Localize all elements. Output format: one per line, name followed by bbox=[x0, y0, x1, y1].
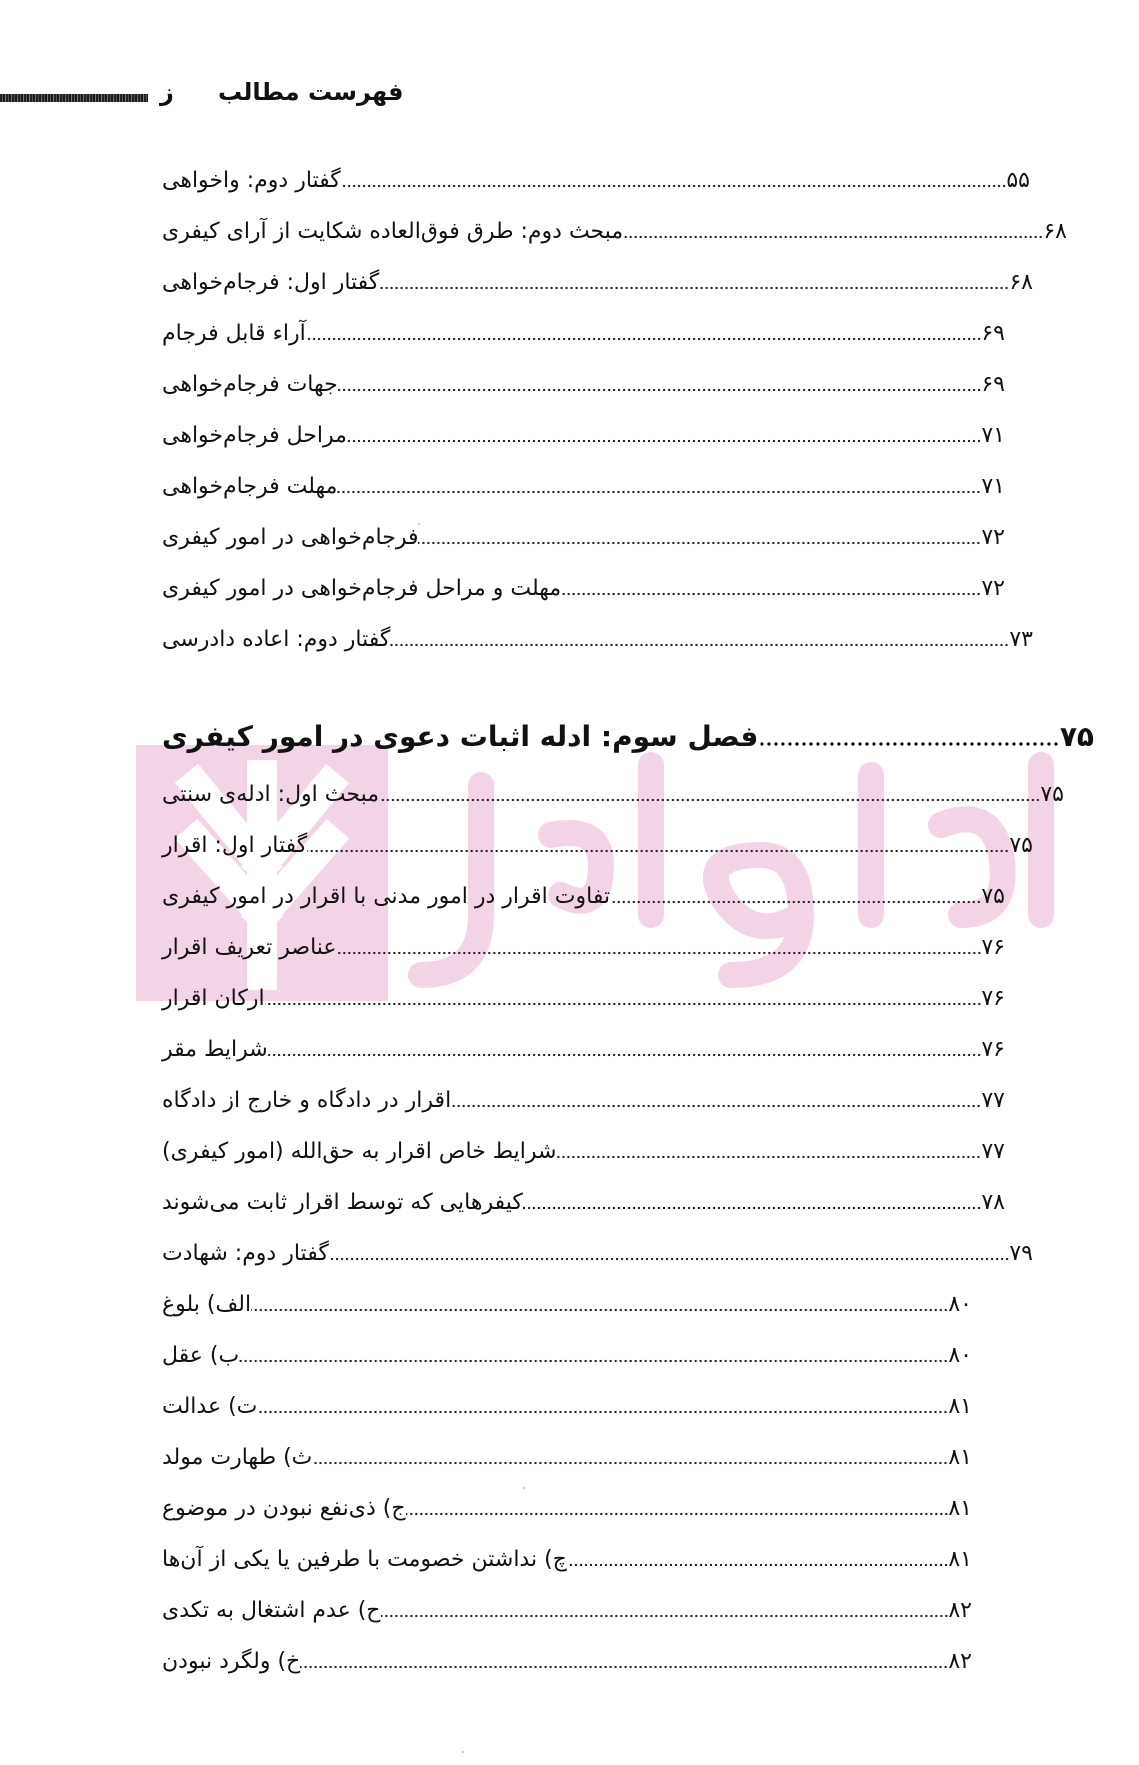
toc-entry-title: ث) طهارت مولد bbox=[162, 1445, 313, 1470]
header-page-letter: ز bbox=[160, 78, 174, 106]
scan-speck bbox=[523, 1487, 525, 1489]
toc-entry-page: ۷۱ bbox=[981, 423, 1005, 448]
dot-leader bbox=[251, 1307, 948, 1313]
dot-leader bbox=[406, 1511, 949, 1517]
toc-entry-title: گفتار دوم: واخواهی bbox=[162, 168, 341, 193]
toc-entry-title: تفاوت اقرار در امور مدنی با اقرار در امور کیفری bbox=[162, 884, 611, 909]
toc-entry-title: مبحث دوم: طرق فوق‌العاده شکایت از آرای کیفری bbox=[162, 219, 624, 244]
dot-leader bbox=[610, 899, 981, 905]
toc-entry-title: خ) ولگرد نبودن bbox=[162, 1649, 301, 1674]
toc-entry-title: ت) عدالت bbox=[162, 1394, 258, 1419]
dot-leader bbox=[758, 741, 1059, 747]
toc-entry-title: آراء قابل فرجام bbox=[162, 321, 306, 346]
toc-entry-title: مبحث اول: ادله‌ی سنتی bbox=[162, 782, 380, 807]
toc-entry[interactable] bbox=[160, 827, 1037, 861]
toc-entry[interactable] bbox=[160, 621, 1037, 655]
toc-entry-page: ۸۰ bbox=[948, 1292, 972, 1317]
toc-entry[interactable] bbox=[160, 162, 1034, 196]
toc-entry-title: جهات فرجام‌خواهی bbox=[162, 372, 338, 397]
toc-entry-page: ۶۹ bbox=[981, 321, 1005, 346]
toc-entry-title: اقرار در دادگاه و خارج از دادگاه bbox=[162, 1088, 452, 1113]
toc-entry-page: ۷۲ bbox=[981, 525, 1005, 550]
toc-entry[interactable] bbox=[160, 776, 1068, 810]
toc-entry[interactable] bbox=[160, 213, 1071, 247]
dot-leader bbox=[390, 642, 1009, 648]
toc-entry[interactable] bbox=[160, 519, 1009, 553]
toc-entry[interactable] bbox=[160, 1082, 1009, 1116]
toc-entry-title: شرایط مقر bbox=[162, 1037, 268, 1062]
toc-entry-page: ۷۲ bbox=[981, 576, 1005, 601]
toc-entry-page: ۶۹ bbox=[981, 372, 1005, 397]
dot-leader bbox=[561, 591, 981, 597]
toc-entry-title: ارکان اقرار bbox=[162, 986, 265, 1011]
dot-leader bbox=[379, 285, 1009, 291]
toc-entry[interactable] bbox=[160, 1388, 976, 1422]
dot-leader bbox=[239, 1358, 948, 1364]
toc-entry-title: گفتار اول: فرجام‌خواهی bbox=[162, 270, 380, 295]
toc-entry-page: ۷۵ bbox=[1059, 720, 1094, 753]
dot-leader bbox=[451, 1103, 981, 1109]
dot-leader bbox=[567, 1562, 948, 1568]
dot-leader bbox=[523, 1205, 982, 1211]
toc-entry-title: مراحل فرجام‌خواهی bbox=[162, 423, 347, 448]
toc-entry-page: ۷۵ bbox=[981, 884, 1005, 909]
header-title: فهرست مطالب bbox=[218, 78, 404, 106]
toc-entry-title: مهلت و مراحل فرجام‌خواهی در امور کیفری bbox=[162, 576, 562, 601]
toc-entry-title: ج) ذی‌نفع نبودن در موضوع bbox=[162, 1496, 406, 1521]
dot-leader bbox=[381, 1613, 949, 1619]
toc-entry-title: فصل سوم: ادله اثبات دعوی در امور کیفری bbox=[162, 720, 759, 753]
toc-entry-page: ۷۷ bbox=[981, 1139, 1005, 1164]
toc-entry-page: ۸۲ bbox=[948, 1649, 972, 1674]
toc-entry-title: فرجام‌خواهی در امور کیفری bbox=[162, 525, 419, 550]
toc-entry[interactable] bbox=[160, 1337, 976, 1371]
toc-entry[interactable] bbox=[160, 1133, 1009, 1167]
toc-entry[interactable] bbox=[160, 1184, 1009, 1218]
toc-entry-page: ۷۶ bbox=[981, 986, 1005, 1011]
dot-leader bbox=[556, 1154, 981, 1160]
toc-entry-page: ۸۱ bbox=[948, 1394, 972, 1419]
toc-entry[interactable] bbox=[160, 1439, 976, 1473]
dot-leader bbox=[337, 950, 982, 956]
toc-entry[interactable] bbox=[160, 1286, 976, 1320]
dot-leader bbox=[312, 1460, 948, 1466]
toc-entry-page: ۶۸ bbox=[1043, 219, 1067, 244]
dot-leader bbox=[337, 489, 981, 495]
toc-entry[interactable] bbox=[160, 570, 1009, 604]
toc-entry[interactable] bbox=[160, 1592, 976, 1626]
toc-entry-title: ب) عقل bbox=[162, 1343, 240, 1368]
toc-entry-title: گفتار دوم: اعاده دادرسی bbox=[162, 627, 391, 652]
toc-entry-page: ۷۵ bbox=[1009, 833, 1033, 858]
toc-entry[interactable] bbox=[160, 417, 1009, 451]
scan-speck bbox=[418, 523, 420, 525]
toc-entry-page: ۸۱ bbox=[948, 1445, 972, 1470]
toc-entry-title: کیفرهایی که توسط اقرار ثابت می‌شوند bbox=[162, 1190, 523, 1215]
toc-entry-page: ۵۵ bbox=[1006, 168, 1030, 193]
toc-entry-page: ۷۷ bbox=[981, 1088, 1005, 1113]
toc-entry[interactable] bbox=[160, 1490, 976, 1524]
toc-entry-page: ۷۹ bbox=[1009, 1241, 1033, 1266]
toc-entry-page: ۸۱ bbox=[948, 1547, 972, 1572]
toc-entry[interactable] bbox=[160, 929, 1009, 963]
scan-speck bbox=[462, 1751, 464, 1753]
dot-leader bbox=[418, 540, 981, 546]
toc-entry-page: ۷۸ bbox=[981, 1190, 1005, 1215]
dot-leader bbox=[300, 1664, 948, 1670]
toc-entry-title: مهلت فرجام‌خواهی bbox=[162, 474, 338, 499]
dot-leader bbox=[379, 797, 1040, 803]
toc-entry-title: چ) نداشتن خصومت با طرفین یا یکی از آن‌ها bbox=[162, 1547, 567, 1572]
toc-entry-page: ۷۶ bbox=[981, 1037, 1005, 1062]
dot-leader bbox=[341, 183, 1007, 189]
toc-entry[interactable] bbox=[160, 1031, 1009, 1065]
toc-entry[interactable] bbox=[160, 878, 1009, 912]
toc-entry[interactable] bbox=[160, 468, 1009, 502]
dot-leader bbox=[268, 1052, 982, 1058]
toc-entry[interactable] bbox=[160, 1235, 1037, 1269]
dot-leader bbox=[338, 387, 982, 393]
toc-entry-page: ۷۶ bbox=[981, 935, 1005, 960]
toc-entry[interactable] bbox=[160, 315, 1009, 349]
toc-entry-page: ۸۱ bbox=[948, 1496, 972, 1521]
dot-leader bbox=[347, 438, 981, 444]
toc-entry[interactable] bbox=[160, 980, 1009, 1014]
toc-chapter-entry[interactable] bbox=[160, 716, 1098, 756]
toc-entry-page: ۸۰ bbox=[948, 1343, 972, 1368]
dot-leader bbox=[257, 1409, 948, 1415]
toc-entry[interactable] bbox=[160, 1643, 976, 1677]
toc-entry[interactable] bbox=[160, 366, 1009, 400]
toc-entry[interactable] bbox=[160, 264, 1037, 298]
dot-leader bbox=[306, 336, 982, 342]
toc-entry-page: ۷۱ bbox=[981, 474, 1005, 499]
toc-entry-title: شرایط خاص اقرار به حق‌الله (امور کیفری) bbox=[162, 1139, 557, 1164]
toc-entry-page: ۸۲ bbox=[948, 1598, 972, 1623]
toc-entry[interactable] bbox=[160, 1541, 976, 1575]
dot-leader bbox=[329, 1256, 1010, 1262]
toc-entry-page: ۷۵ bbox=[1040, 782, 1064, 807]
toc-entry-page: ۶۸ bbox=[1009, 270, 1033, 295]
toc-entry-title: گفتار دوم: شهادت bbox=[162, 1241, 329, 1266]
toc-entry-title: الف) بلوغ bbox=[162, 1292, 252, 1317]
dot-leader bbox=[307, 848, 1009, 854]
dot-leader bbox=[623, 234, 1043, 240]
toc-entry-title: عناصر تعریف اقرار bbox=[162, 935, 337, 960]
dot-leader bbox=[265, 1001, 982, 1007]
toc-entry-title: ح) عدم اشتغال به تکدی bbox=[162, 1598, 381, 1623]
toc-entry-page: ۷۳ bbox=[1009, 627, 1033, 652]
toc-entry-title: گفتار اول: اقرار bbox=[162, 833, 308, 858]
